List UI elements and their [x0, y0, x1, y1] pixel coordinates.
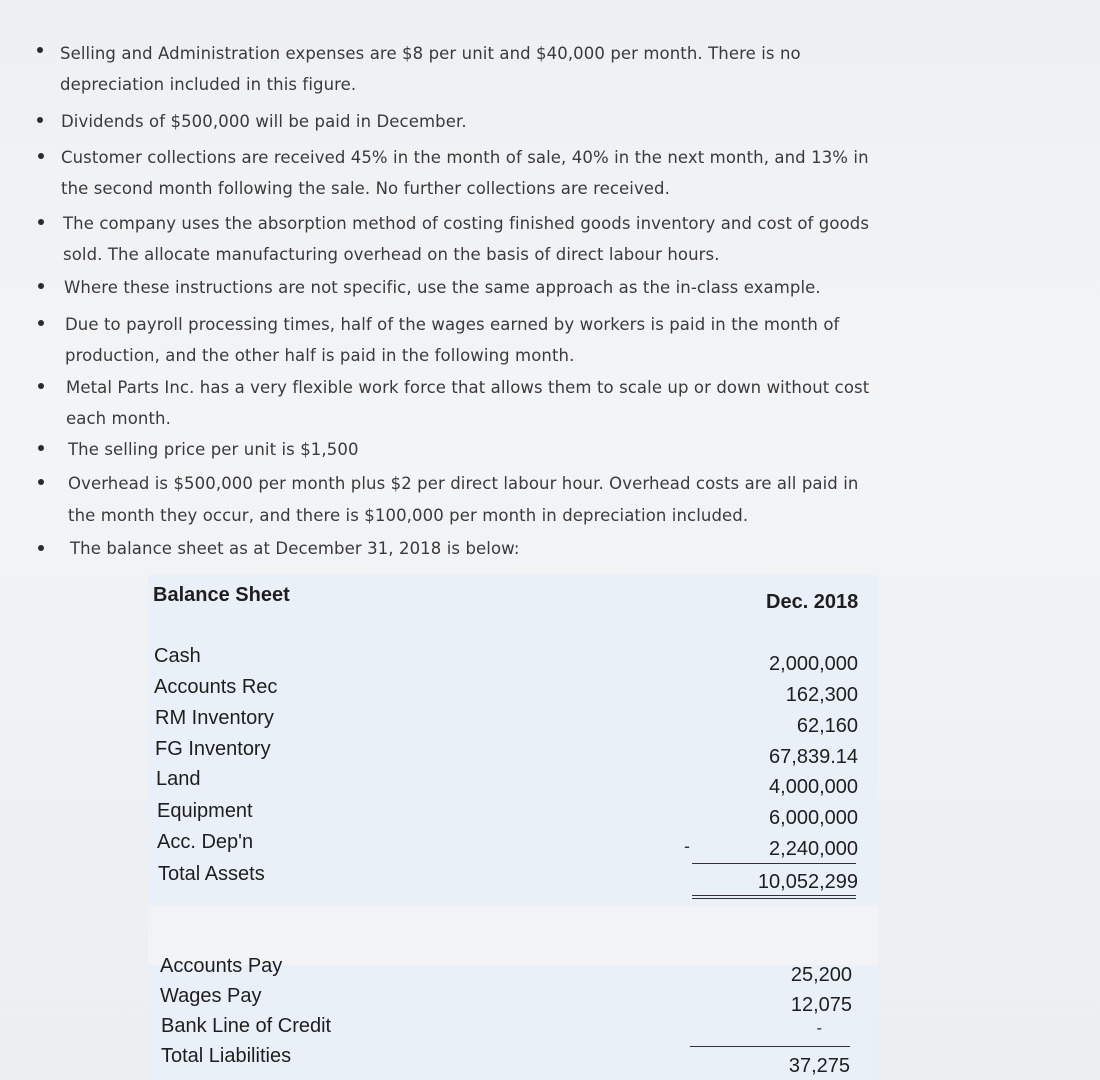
asset-value-land: 4,000,000: [769, 776, 858, 798]
bullet-line: Selling and Administration expenses are $8 per unit and $40,000 per month. There is no: [60, 44, 801, 63]
asset-label-rm-inventory: RM Inventory: [155, 707, 274, 729]
asset-value-cash: 2,000,000: [769, 653, 858, 675]
bullet-line: Due to payroll processing times, half of the wages earned by workers is paid in the month of: [65, 315, 840, 334]
bullet-line: sold. The allocate manufacturing overhead on the basis of direct labour hours.: [63, 245, 720, 264]
bullet-line: production, and the other half is paid in the following month.: [65, 346, 575, 365]
bullet-line: each month.: [66, 409, 171, 428]
bullet-line: Customer collections are received 45% in the month of sale, 40% in the next month, and 13% in: [61, 148, 869, 167]
liability-value-wages-pay: 12,075: [790, 994, 852, 1016]
asset-label-cash: Cash: [154, 645, 201, 667]
liability-label-accounts-pay: Accounts Pay: [160, 955, 283, 977]
bullet-line: The selling price per unit is $1,500: [68, 440, 359, 459]
total-liabilities-label: Total Liabilities: [161, 1045, 292, 1067]
asset-value-acc-depn: 2,240,000: [769, 838, 858, 860]
bullet-icon: [38, 545, 44, 551]
subtotal-rule: [692, 863, 856, 864]
asset-value-accounts-rec: 162,300: [785, 684, 858, 706]
balance-sheet-title: Balance Sheet: [153, 584, 290, 606]
total-double-rule: [692, 898, 856, 899]
bullet-line: the second month following the sale. No further collections are received.: [61, 179, 670, 198]
liabilities-rule: [690, 1046, 850, 1047]
asset-value-equipment: 6,000,000: [769, 807, 858, 829]
bullet-icon: [38, 219, 44, 225]
liability-label-wages-pay: Wages Pay: [160, 985, 262, 1007]
bullet-line: Where these instructions are not specific, use the same approach as the in-class example.: [64, 278, 821, 297]
total-liabilities-value: 37,275: [788, 1055, 850, 1077]
asset-value-rm-inventory: 62,160: [796, 715, 858, 737]
bullet-line: Overhead is $500,000 per month plus $2 per direct labour hour. Overhead costs are all paid in: [68, 474, 859, 493]
total-rule: [692, 895, 856, 896]
bullet-icon: [38, 479, 44, 485]
asset-label-land: Land: [156, 768, 201, 790]
bullet-line: Dividends of $500,000 will be paid in December.: [61, 112, 467, 131]
minus-sign: -: [684, 836, 690, 856]
bullet-line: The balance sheet as at December 31, 2018 is below:: [70, 539, 520, 558]
total-assets-value: 10,052,299: [757, 871, 858, 893]
balance-sheet-period: Dec. 2018: [766, 591, 859, 613]
asset-value-fg-inventory: 67,839.14: [769, 746, 858, 768]
liability-value-accounts-pay: 25,200: [790, 964, 852, 986]
asset-label-acc-depn: Acc. Dep'n: [157, 831, 254, 853]
bullet-icon: [38, 445, 44, 451]
liability-label-bank-line: Bank Line of Credit: [161, 1015, 332, 1037]
asset-label-fg-inventory: FG Inventory: [155, 738, 271, 760]
total-assets-label: Total Assets: [158, 863, 265, 885]
bullet-line: the month they occur, and there is $100,000 per month in depreciation included.: [68, 506, 749, 525]
bullet-icon: [37, 47, 43, 53]
bullet-icon: [38, 283, 44, 289]
bullet-line: The company uses the absorption method of costing finished goods inventory and cost of goods: [63, 214, 870, 233]
bullet-icon: [38, 383, 44, 389]
bullet-line: Metal Parts Inc. has a very flexible work force that allows them to scale up or down without cost: [66, 378, 870, 397]
bullet-icon: [38, 153, 44, 159]
bullet-icon: [37, 117, 43, 123]
bullet-line: depreciation included in this figure.: [60, 75, 357, 94]
bullet-icon: [38, 320, 44, 326]
asset-label-equipment: Equipment: [157, 800, 253, 822]
liability-value-bank-line: -: [816, 1020, 822, 1037]
asset-label-accounts-rec: Accounts Rec: [154, 676, 278, 698]
